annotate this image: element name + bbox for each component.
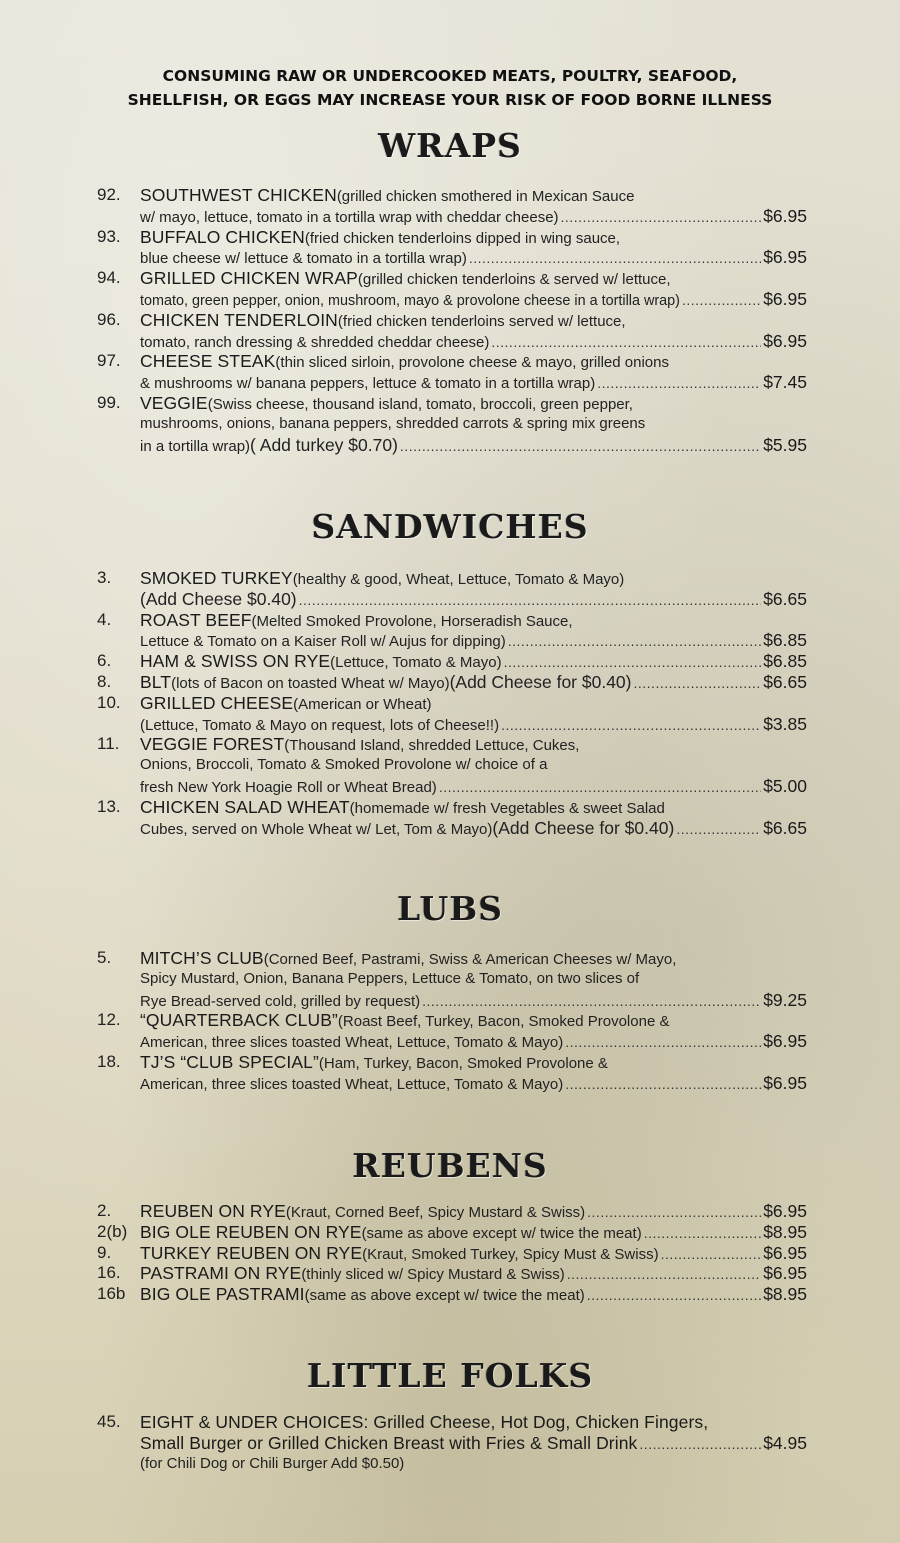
sandwiches-list bbox=[97, 568, 807, 838]
item-description: tomato, green pepper, onion, mushroom, mayo & provolone cheese in a tortilla wrap) bbox=[140, 292, 680, 309]
item-description: blue cheese w/ lettuce & tomato in a tortilla wrap) bbox=[140, 250, 467, 268]
dot-leader bbox=[299, 590, 762, 611]
dot-leader bbox=[491, 332, 761, 353]
dot-leader bbox=[508, 631, 761, 652]
item-description: Cubes, served on Whole Wheat w/ Let, Tom & Mayo) bbox=[140, 820, 493, 838]
item-description: (Corned Beef, Pastrami, Swiss & American Cheeses w/ Mayo, bbox=[263, 951, 677, 968]
item-description: Spicy Mustard, Onion, Banana Peppers, Lettuce & Tomato, on two slices of bbox=[140, 969, 640, 987]
item-number: 8. bbox=[97, 671, 112, 691]
item-description: (Lettuce, Tomato & Mayo on request, lots of Cheese!!) bbox=[140, 716, 500, 734]
item-name: HAM & SWISS ON RYE bbox=[140, 651, 331, 672]
item-description: tomato, ranch dressing & shredded cheddar cheese) bbox=[140, 333, 490, 351]
dot-leader bbox=[587, 1202, 761, 1223]
menu-item bbox=[97, 351, 807, 393]
item-number: 4. bbox=[97, 609, 112, 629]
menu-item bbox=[97, 797, 807, 839]
warning-line-1: CONSUMING RAW OR UNDERCOOKED MEATS, POULTRY, SEAFOOD, bbox=[162, 67, 738, 85]
menu-item bbox=[97, 1222, 807, 1243]
item-name: BIG OLE REUBEN ON RYE bbox=[140, 1221, 362, 1242]
item-name: BUFFALO CHICKEN bbox=[140, 226, 305, 247]
item-name: BLT bbox=[140, 671, 172, 692]
item-number: 94. bbox=[97, 268, 121, 288]
item-description: (Lettuce, Tomato & Mayo) bbox=[330, 654, 502, 672]
dot-leader bbox=[567, 1264, 761, 1285]
item-description: & mushrooms w/ banana peppers, lettuce & tomato in a tortilla wrap) bbox=[140, 375, 596, 393]
item-description: (Ham, Turkey, Bacon, Smoked Provolone & bbox=[318, 1054, 608, 1072]
food-safety-warning bbox=[0, 64, 900, 112]
section-wraps bbox=[0, 126, 900, 166]
item-description: (fried chicken tenderloins served w/ lettuce, bbox=[337, 312, 626, 330]
item-description: Lettuce & Tomato on a Kaiser Roll w/ Aujus for dipping) bbox=[140, 633, 506, 651]
menu-item bbox=[97, 734, 807, 796]
item-name: VEGGIE FOREST bbox=[140, 734, 285, 755]
item-name: CHICKEN TENDERLOIN bbox=[140, 309, 338, 330]
item-number: 45. bbox=[97, 1412, 121, 1431]
dot-leader bbox=[565, 1074, 761, 1095]
item-price: $5.95 bbox=[763, 434, 807, 455]
item-number: 9. bbox=[97, 1242, 112, 1262]
menu-item bbox=[97, 1263, 807, 1284]
wraps-list bbox=[97, 185, 807, 455]
item-price: $6.95 bbox=[763, 330, 807, 351]
item-name: ROAST BEEF bbox=[140, 609, 252, 630]
section-title-sandwiches: SANDWICHES bbox=[311, 507, 589, 546]
item-description: fresh New York Hoagie Roll or Wheat Bread) bbox=[140, 778, 437, 796]
item-description: (Kraut, Corned Beef, Spicy Mustard & Swiss) bbox=[285, 1204, 586, 1221]
item-price: $6.95 bbox=[763, 288, 807, 309]
item-description: (thinly sliced w/ Spicy Mustard & Swiss) bbox=[301, 1266, 565, 1284]
item-price: $6.85 bbox=[763, 651, 807, 672]
item-number: 16b bbox=[97, 1284, 126, 1304]
item-number: 11. bbox=[97, 734, 120, 754]
item-price: $7.45 bbox=[763, 372, 807, 393]
section-title-wraps: WRAPS bbox=[378, 126, 522, 165]
menu-item bbox=[97, 1243, 807, 1264]
item-name: “QUARTERBACK CLUB” bbox=[140, 1010, 338, 1031]
item-number: 96. bbox=[97, 309, 121, 329]
item-name: GRILLED CHEESE bbox=[140, 692, 294, 713]
menu-item bbox=[97, 568, 807, 610]
item-addon: ( Add turkey $0.70) bbox=[250, 434, 398, 455]
item-addon: (Add Cheese for $0.40) bbox=[449, 671, 632, 692]
item-number: 13. bbox=[97, 796, 121, 816]
menu-item bbox=[97, 1010, 807, 1052]
menu-item bbox=[97, 268, 807, 310]
item-name: TURKEY REUBEN ON RYE bbox=[140, 1242, 363, 1263]
item-name: MITCH’S CLUB bbox=[140, 948, 264, 968]
item-description: American, three slices toasted Wheat, Lettuce, Tomato & Mayo) bbox=[140, 1075, 564, 1093]
item-price: $3.85 bbox=[763, 713, 807, 734]
menu-item bbox=[97, 1412, 807, 1474]
item-description: in a tortilla wrap) bbox=[140, 437, 251, 455]
dot-leader bbox=[400, 436, 761, 457]
item-description: American, three slices toasted Wheat, Lettuce, Tomato & Mayo) bbox=[140, 1034, 564, 1052]
item-description: (Roast Beef, Turkey, Bacon, Smoked Provolone & bbox=[337, 1013, 670, 1031]
item-name: GRILLED CHICKEN WRAP bbox=[140, 268, 358, 289]
item-number: 93. bbox=[97, 226, 121, 246]
menu-item bbox=[97, 651, 807, 672]
item-price: $6.95 bbox=[763, 1031, 807, 1052]
item-name: TJ’S “CLUB SPECIAL” bbox=[140, 1051, 319, 1072]
dot-leader bbox=[504, 652, 762, 673]
dot-leader bbox=[587, 1285, 761, 1306]
item-price: $6.65 bbox=[763, 588, 807, 609]
item-description: Small Burger or Grilled Chicken Breast with Fries & Small Drink bbox=[140, 1432, 638, 1453]
dot-leader bbox=[501, 715, 761, 736]
menu-item bbox=[97, 1052, 807, 1094]
item-number: 99. bbox=[97, 392, 121, 412]
item-addon: (Add Cheese for $0.40) bbox=[492, 817, 675, 838]
item-description: (same as above except w/ twice the meat) bbox=[304, 1287, 585, 1305]
item-price: $6.95 bbox=[763, 247, 807, 268]
clubs-list bbox=[97, 948, 807, 1094]
item-number: 6. bbox=[97, 651, 112, 671]
dot-leader bbox=[422, 991, 761, 1012]
item-name: VEGGIE bbox=[140, 392, 208, 413]
section-little-folks bbox=[0, 1356, 900, 1396]
item-price: $6.65 bbox=[763, 671, 807, 692]
item-number: 92. bbox=[97, 185, 121, 204]
dot-leader bbox=[644, 1223, 762, 1244]
dot-leader bbox=[634, 673, 762, 694]
item-description: (lots of Bacon on toasted Wheat w/ Mayo) bbox=[171, 674, 450, 692]
item-description: (American or Wheat) bbox=[293, 695, 432, 713]
item-name: PASTRAMI ON RYE bbox=[140, 1263, 302, 1284]
item-number: 5. bbox=[97, 948, 112, 967]
item-price: $4.95 bbox=[763, 1432, 807, 1453]
item-price: $6.95 bbox=[763, 205, 807, 226]
item-price: $6.95 bbox=[763, 1072, 807, 1093]
item-number: 2(b) bbox=[97, 1221, 128, 1241]
item-name: CHICKEN SALAD WHEAT bbox=[140, 796, 350, 817]
menu-item bbox=[97, 948, 807, 1010]
item-description: Rye Bread-served cold, grilled by request) bbox=[140, 992, 421, 1010]
dot-leader bbox=[469, 248, 761, 269]
section-title-little-folks: LITTLE FOLKS bbox=[306, 1356, 594, 1395]
item-number: 3. bbox=[97, 568, 112, 587]
item-description: (thin sliced sirloin, provolone cheese & mayo, grilled onions bbox=[275, 354, 669, 372]
menu-item bbox=[97, 310, 807, 352]
dot-leader bbox=[639, 1434, 761, 1455]
little-folks-list bbox=[97, 1412, 807, 1474]
menu-item bbox=[97, 693, 807, 735]
item-price: $6.85 bbox=[763, 630, 807, 651]
item-number: 97. bbox=[97, 351, 121, 371]
item-number: 18. bbox=[97, 1051, 121, 1071]
menu-item bbox=[97, 185, 807, 227]
dot-leader bbox=[561, 207, 762, 228]
item-description: (Kraut, Smoked Turkey, Spicy Must & Swiss) bbox=[362, 1245, 659, 1263]
item-description: (grilled chicken tenderloins & served w/ lettuce, bbox=[357, 271, 671, 289]
dot-leader bbox=[439, 777, 761, 798]
item-price: $9.25 bbox=[763, 989, 807, 1010]
dot-leader bbox=[682, 290, 761, 311]
item-price: $8.95 bbox=[763, 1284, 807, 1305]
menu-item bbox=[97, 1284, 807, 1305]
dot-leader bbox=[597, 373, 761, 394]
section-reubens bbox=[0, 1146, 900, 1186]
item-number: 2. bbox=[97, 1201, 112, 1220]
item-description: EIGHT & UNDER CHOICES: Grilled Cheese, Hot Dog, Chicken Fingers, bbox=[140, 1412, 709, 1432]
warning-line-2: SHELLFISH, OR EGGS MAY INCREASE YOUR RISK OF FOOD BORNE ILLNESS bbox=[127, 91, 773, 109]
item-description: w/ mayo, lettuce, tomato in a tortilla wrap with cheddar cheese) bbox=[140, 208, 559, 226]
item-description: (healthy & good, Wheat, Lettuce, Tomato & Mayo) bbox=[292, 571, 625, 588]
item-number: 10. bbox=[97, 692, 121, 712]
item-name: BIG OLE PASTRAMI bbox=[140, 1284, 305, 1305]
menu-item bbox=[97, 393, 807, 455]
item-price: $6.95 bbox=[763, 1263, 807, 1284]
item-description: (Melted Smoked Provolone, Horseradish Sauce, bbox=[251, 612, 573, 630]
dot-leader bbox=[676, 819, 761, 840]
menu-item bbox=[97, 610, 807, 652]
item-name: REUBEN ON RYE bbox=[140, 1201, 286, 1221]
section-clubs bbox=[0, 889, 900, 929]
item-price: $5.00 bbox=[763, 775, 807, 796]
item-description: Onions, Broccoli, Tomato & Smoked Provolone w/ choice of a bbox=[140, 756, 548, 774]
item-name: CHEESE STEAK bbox=[140, 351, 276, 372]
item-note: (for Chili Dog or Chili Burger Add $0.50) bbox=[140, 1454, 405, 1472]
item-price: $6.65 bbox=[763, 817, 807, 838]
item-description: (same as above except w/ twice the meat) bbox=[361, 1224, 642, 1242]
item-description: (Swiss cheese, thousand island, tomato, broccoli, green pepper, bbox=[207, 395, 633, 413]
item-description: mushrooms, onions, banana peppers, shredded carrots & spring mix greens bbox=[140, 414, 646, 432]
item-name: SOUTHWEST CHICKEN bbox=[140, 185, 337, 205]
menu-item bbox=[97, 672, 807, 693]
dot-leader bbox=[661, 1244, 762, 1265]
item-number: 12. bbox=[97, 1010, 121, 1030]
item-price: $6.95 bbox=[763, 1201, 807, 1221]
item-description: (grilled chicken smothered in Mexican Sauce bbox=[336, 188, 635, 205]
item-price: $8.95 bbox=[763, 1221, 807, 1242]
section-title-reubens: REUBENS bbox=[352, 1146, 548, 1185]
reubens-list bbox=[97, 1201, 807, 1305]
item-description: (fried chicken tenderloins dipped in wing sauce, bbox=[304, 229, 621, 247]
item-price: $6.95 bbox=[763, 1242, 807, 1263]
dot-leader bbox=[565, 1032, 761, 1053]
item-description: (Thousand Island, shredded Lettuce, Cukes, bbox=[284, 737, 580, 755]
section-sandwiches bbox=[0, 507, 900, 547]
menu-item bbox=[97, 1201, 807, 1222]
menu-item bbox=[97, 227, 807, 269]
item-name: SMOKED TURKEY bbox=[140, 568, 293, 588]
item-number: 16. bbox=[97, 1263, 121, 1283]
item-addon: (Add Cheese $0.40) bbox=[140, 588, 297, 609]
section-title-clubs: LUBS bbox=[397, 889, 503, 928]
item-description: (homemade w/ fresh Vegetables & sweet Salad bbox=[349, 799, 665, 817]
